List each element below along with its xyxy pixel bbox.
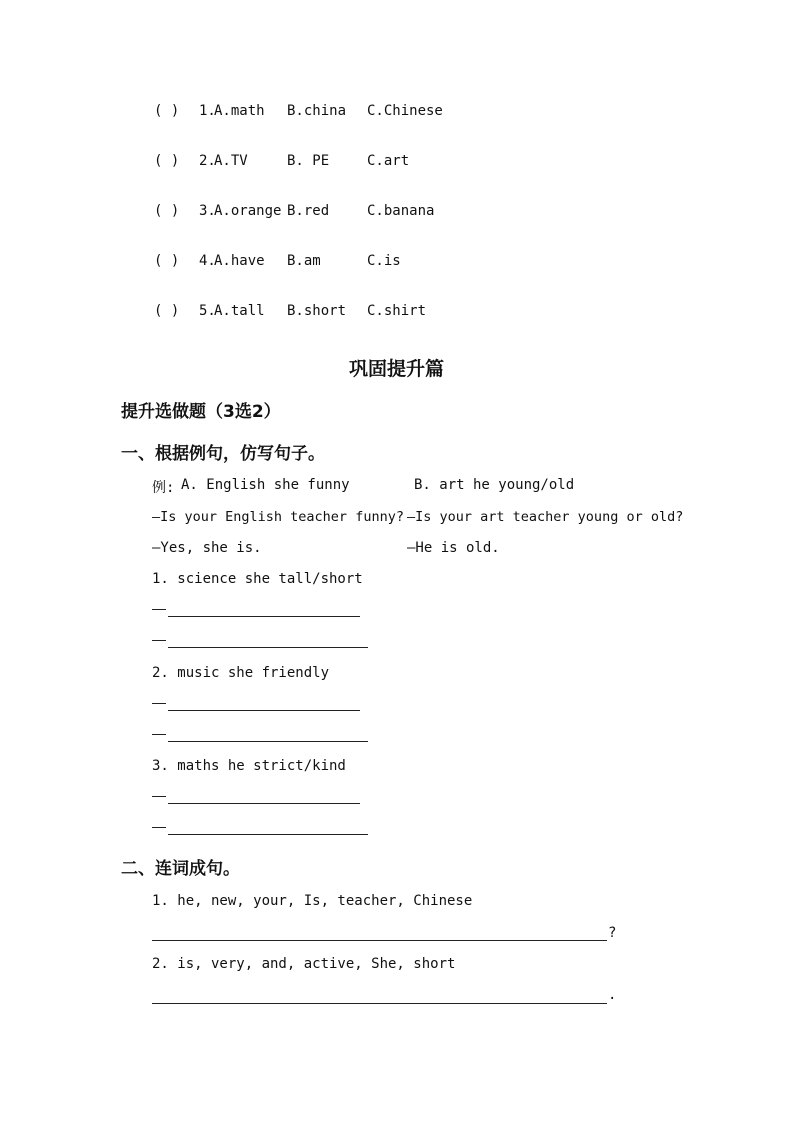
question-number: 5. <box>199 303 216 319</box>
rewrite-prompt-2: 2. music she friendly <box>152 665 330 681</box>
answer-paren[interactable]: ( ) <box>154 153 180 169</box>
answer-line-1b[interactable] <box>168 647 368 648</box>
scramble-prompt-1: 1. he, new, your, Is, teacher, Chinese <box>152 893 473 909</box>
answer-line-sentence-2[interactable] <box>152 1003 607 1004</box>
option-c: C.Chinese <box>367 103 443 119</box>
end-punctuation-2: . <box>608 987 617 1003</box>
option-c: C.art <box>367 153 410 169</box>
answer-line-2a[interactable] <box>168 710 360 711</box>
example-b-answer: —He is old. <box>407 540 500 556</box>
question-number: 4. <box>199 253 216 269</box>
answer-line-2b[interactable] <box>168 741 368 742</box>
dash-mark <box>152 609 166 610</box>
answer-paren[interactable]: ( ) <box>154 103 180 119</box>
example-a-answer: —Yes, she is. <box>152 540 262 556</box>
option-b: B.am <box>287 253 321 269</box>
dash-mark <box>152 703 166 704</box>
option-a: A.orange <box>214 203 282 219</box>
subtitle: 提升选做题（3选2） <box>121 402 281 422</box>
option-b: B.short <box>287 303 347 319</box>
option-b: B.red <box>287 203 330 219</box>
example-label: 例: <box>152 480 175 496</box>
rewrite-prompt-3: 3. maths he strict/kind <box>152 758 346 774</box>
example-a-words: A. English she funny <box>181 477 350 493</box>
dash-mark <box>152 640 166 641</box>
question-number: 3. <box>199 203 216 219</box>
question-number: 1. <box>199 103 216 119</box>
option-c: C.shirt <box>367 303 427 319</box>
dash-mark <box>152 734 166 735</box>
example-b-words: B. art he young/old <box>414 477 575 493</box>
part1-title: 一、根据例句，仿写句子。 <box>121 444 325 464</box>
option-a: A.TV <box>214 153 248 169</box>
option-a: A.tall <box>214 303 265 319</box>
example-a-question: —Is your English teacher funny? <box>152 509 404 525</box>
answer-paren[interactable]: ( ) <box>154 303 180 319</box>
dash-mark <box>152 827 166 828</box>
option-b: B.china <box>287 103 347 119</box>
option-c: C.banana <box>367 203 435 219</box>
part2-title: 二、连词成句。 <box>121 859 240 879</box>
question-number: 2. <box>199 153 216 169</box>
answer-line-sentence-1[interactable] <box>152 940 607 941</box>
answer-line-1a[interactable] <box>168 616 360 617</box>
answer-line-3a[interactable] <box>168 803 360 804</box>
answer-line-3b[interactable] <box>168 834 368 835</box>
option-a: A.math <box>214 103 265 119</box>
option-b: B. PE <box>287 153 330 169</box>
section-title: 巩固提升篇 <box>348 358 444 380</box>
answer-paren[interactable]: ( ) <box>154 203 180 219</box>
dash-mark <box>152 796 166 797</box>
example-b-question: —Is your art teacher young or old? <box>407 509 684 525</box>
answer-paren[interactable]: ( ) <box>154 253 180 269</box>
rewrite-prompt-1: 1. science she tall/short <box>152 571 363 587</box>
scramble-prompt-2: 2. is, very, and, active, She, short <box>152 956 456 972</box>
option-c: C.is <box>367 253 401 269</box>
end-punctuation-1: ? <box>608 925 617 941</box>
option-a: A.have <box>214 253 265 269</box>
